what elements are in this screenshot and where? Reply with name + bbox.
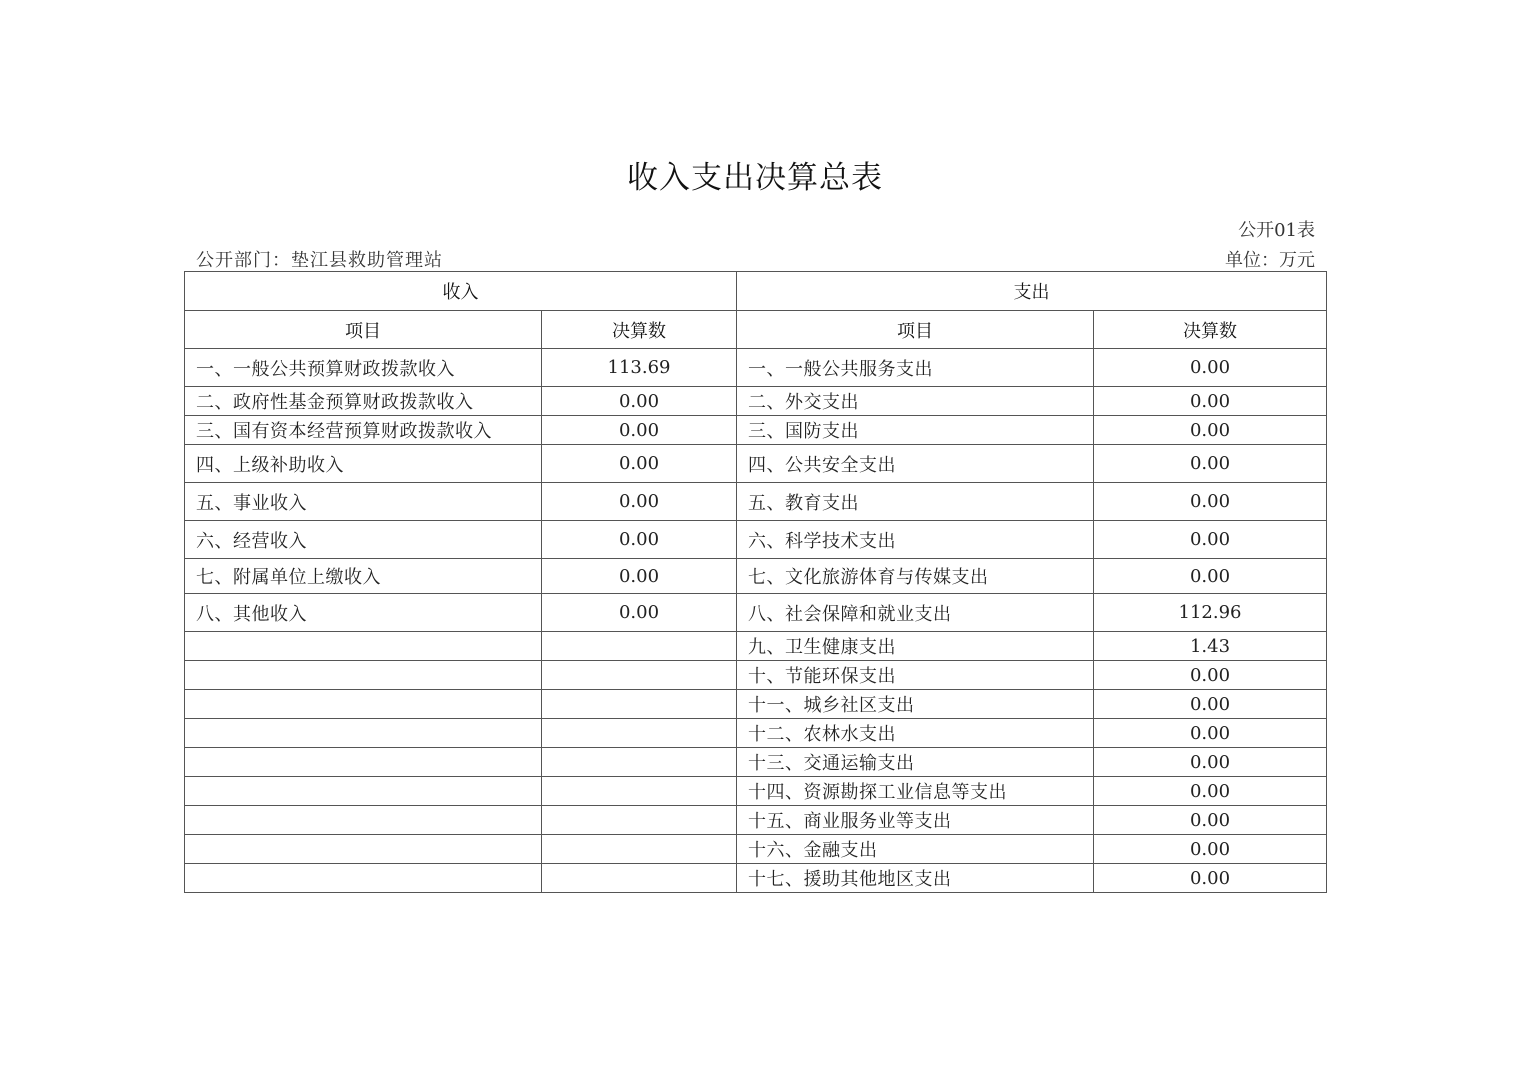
expense-amount-cell: 0.00: [1094, 719, 1327, 748]
table-row: [185, 594, 1327, 632]
income-amount-cell: [542, 777, 737, 806]
table-row: [185, 777, 1327, 806]
expense-amount-cell: 0.00: [1094, 864, 1327, 893]
income-amount-cell: [542, 690, 737, 719]
expense-item-cell: 八、社会保障和就业支出: [737, 594, 1094, 632]
income-amount-cell: 0.00: [542, 483, 737, 521]
expense-item-cell: 十六、金融支出: [737, 835, 1094, 864]
expense-item-header: 项目: [737, 311, 1094, 349]
expense-item-cell: 十一、城乡社区支出: [737, 690, 1094, 719]
income-amount-cell: [542, 864, 737, 893]
expense-item-cell: 六、科学技术支出: [737, 521, 1094, 559]
income-item-cell: 二、政府性基金预算财政拨款收入: [185, 387, 542, 416]
table-row: [185, 416, 1327, 445]
column-header-row: [185, 311, 1327, 349]
income-item-cell: [185, 748, 542, 777]
table-row: [185, 349, 1327, 387]
income-item-cell: 六、经营收入: [185, 521, 542, 559]
expense-amount-cell: 0.00: [1094, 806, 1327, 835]
income-amount-cell: [542, 661, 737, 690]
department-label: 公开部门：垫江县救助管理站: [196, 250, 443, 271]
income-group-header: 收入: [185, 272, 737, 311]
income-item-cell: [185, 777, 542, 806]
expense-item-cell: 九、卫生健康支出: [737, 632, 1094, 661]
table-row: [185, 748, 1327, 777]
unit-label: 单位：万元: [1225, 250, 1315, 271]
expense-amount-cell: 0.00: [1094, 349, 1327, 387]
expense-item-cell: 三、国防支出: [737, 416, 1094, 445]
expense-amount-cell: 0.00: [1094, 483, 1327, 521]
table-row: [185, 632, 1327, 661]
income-item-cell: [185, 632, 542, 661]
income-amount-cell: [542, 835, 737, 864]
income-item-cell: 七、附属单位上缴收入: [185, 559, 542, 594]
table-row: [185, 835, 1327, 864]
expense-amount-header: 决算数: [1094, 311, 1327, 349]
expense-item-cell: 一、一般公共服务支出: [737, 349, 1094, 387]
income-amount-cell: [542, 632, 737, 661]
income-item-cell: 四、上级补助收入: [185, 445, 542, 483]
income-amount-cell: 113.69: [542, 349, 737, 387]
income-expense-table: [184, 271, 1327, 893]
expense-amount-cell: 0.00: [1094, 690, 1327, 719]
income-amount-cell: [542, 719, 737, 748]
income-item-cell: [185, 719, 542, 748]
income-amount-cell: 0.00: [542, 387, 737, 416]
table-body: [185, 349, 1327, 893]
income-item-cell: 一、一般公共预算财政拨款收入: [185, 349, 542, 387]
table-row: [185, 806, 1327, 835]
income-amount-cell: 0.00: [542, 416, 737, 445]
page-title: 收入支出决算总表: [627, 160, 883, 196]
table-row: [185, 559, 1327, 594]
table-row: [185, 864, 1327, 893]
table-row: [185, 445, 1327, 483]
expense-item-cell: 十、节能环保支出: [737, 661, 1094, 690]
expense-item-cell: 十三、交通运输支出: [737, 748, 1094, 777]
expense-item-cell: 二、外交支出: [737, 387, 1094, 416]
income-amount-cell: 0.00: [542, 445, 737, 483]
income-item-cell: [185, 806, 542, 835]
form-number: 公开01表: [1238, 220, 1315, 241]
expense-amount-cell: 1.43: [1094, 632, 1327, 661]
table-row: [185, 483, 1327, 521]
income-item-cell: [185, 864, 542, 893]
income-amount-cell: 0.00: [542, 594, 737, 632]
table-row: [185, 521, 1327, 559]
expense-amount-cell: 0.00: [1094, 748, 1327, 777]
expense-amount-cell: 0.00: [1094, 661, 1327, 690]
expense-amount-cell: 0.00: [1094, 445, 1327, 483]
expense-amount-cell: 112.96: [1094, 594, 1327, 632]
table-row: [185, 690, 1327, 719]
expense-amount-cell: 0.00: [1094, 835, 1327, 864]
table-row: [185, 661, 1327, 690]
table-row: [185, 387, 1327, 416]
income-item-header: 项目: [185, 311, 542, 349]
expense-item-cell: 四、公共安全支出: [737, 445, 1094, 483]
expense-item-cell: 十二、农林水支出: [737, 719, 1094, 748]
expense-item-cell: 十七、援助其他地区支出: [737, 864, 1094, 893]
income-amount-cell: 0.00: [542, 521, 737, 559]
income-item-cell: 八、其他收入: [185, 594, 542, 632]
expense-item-cell: 五、教育支出: [737, 483, 1094, 521]
table-row: [185, 719, 1327, 748]
group-header-row: [185, 272, 1327, 311]
income-item-cell: 五、事业收入: [185, 483, 542, 521]
expense-amount-cell: 0.00: [1094, 416, 1327, 445]
expense-amount-cell: 0.00: [1094, 777, 1327, 806]
income-amount-cell: 0.00: [542, 559, 737, 594]
income-amount-cell: [542, 748, 737, 777]
expense-item-cell: 七、文化旅游体育与传媒支出: [737, 559, 1094, 594]
expense-amount-cell: 0.00: [1094, 521, 1327, 559]
income-item-cell: 三、国有资本经营预算财政拨款收入: [185, 416, 542, 445]
expense-amount-cell: 0.00: [1094, 387, 1327, 416]
income-item-cell: [185, 690, 542, 719]
income-item-cell: [185, 661, 542, 690]
expense-group-header: 支出: [737, 272, 1327, 311]
expense-amount-cell: 0.00: [1094, 559, 1327, 594]
expense-item-cell: 十四、资源勘探工业信息等支出: [737, 777, 1094, 806]
expense-item-cell: 十五、商业服务业等支出: [737, 806, 1094, 835]
income-item-cell: [185, 835, 542, 864]
income-amount-header: 决算数: [542, 311, 737, 349]
income-amount-cell: [542, 806, 737, 835]
